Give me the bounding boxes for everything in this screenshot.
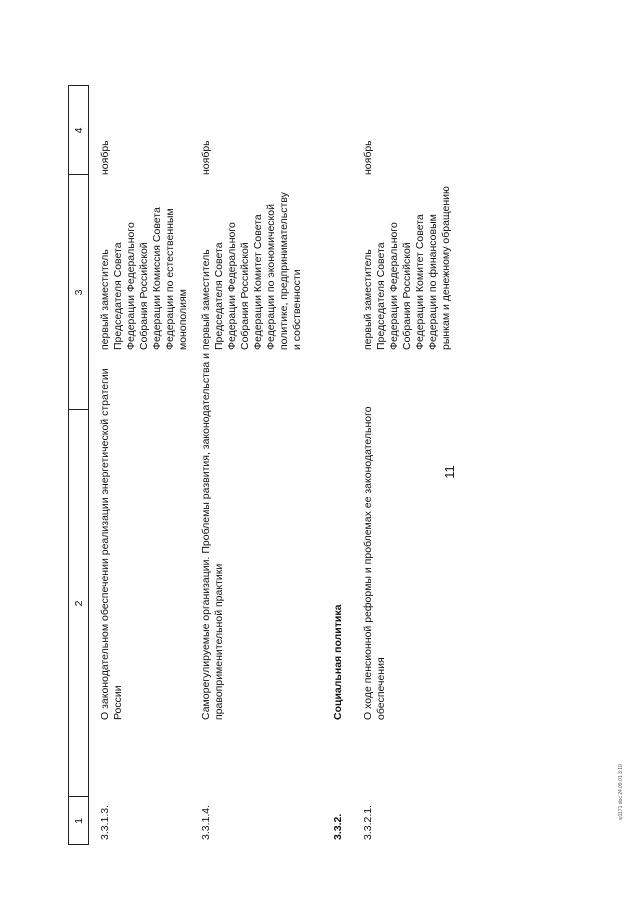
row-number: 3.3.1.4. [200,804,212,840]
row-topic: О ходе пенсионной реформы и проблемах ее законодательного обеспечения [362,406,387,720]
row-responsible: первый заместитель Председателя Совета Федерации Федерального Собрания Российской Федерации Комиссия Совета Федерации по естественным монополиям [99,207,189,350]
row-term: ноябрь [200,140,212,175]
section-number: 3.3.2. [332,813,344,840]
row-number: 3.3.2.1. [362,804,374,840]
row-term: ноябрь [362,140,374,175]
row-number: 3.3.1.3. [99,804,111,840]
header-bottom-border [88,85,89,845]
file-mark: w1171.doc 24.09.01 3:19 [618,764,624,820]
row-responsible: первый заместитель Председателя Совета Федерации Федерального Собрания Российской Федерации Комитет Совета Федерации по финансовым рынкам и денежному обращению [362,186,452,350]
header-col-4: 4 [73,127,85,134]
page-number: 11 [442,465,457,479]
row-topic: Саморегулируемые организации. Проблемы развития, законодательства и правоприменительной практики [200,352,225,720]
header-col-2: 2 [73,600,85,607]
header-col-3: 3 [73,289,85,296]
header-col-1: 1 [73,818,85,824]
table-top-border [68,85,69,845]
section-title: Социальная политика [332,604,344,720]
row-term: ноябрь [99,140,111,175]
row-topic: О законодательном обеспечении реализации энергетической стратегии России [99,368,124,720]
row-responsible: первый заместитель Председателя Совета Федерации Федерального Собрания Российской Федерации Комитет Совета Федерации по экономической политике, предпринимательству и собственности [200,192,303,350]
